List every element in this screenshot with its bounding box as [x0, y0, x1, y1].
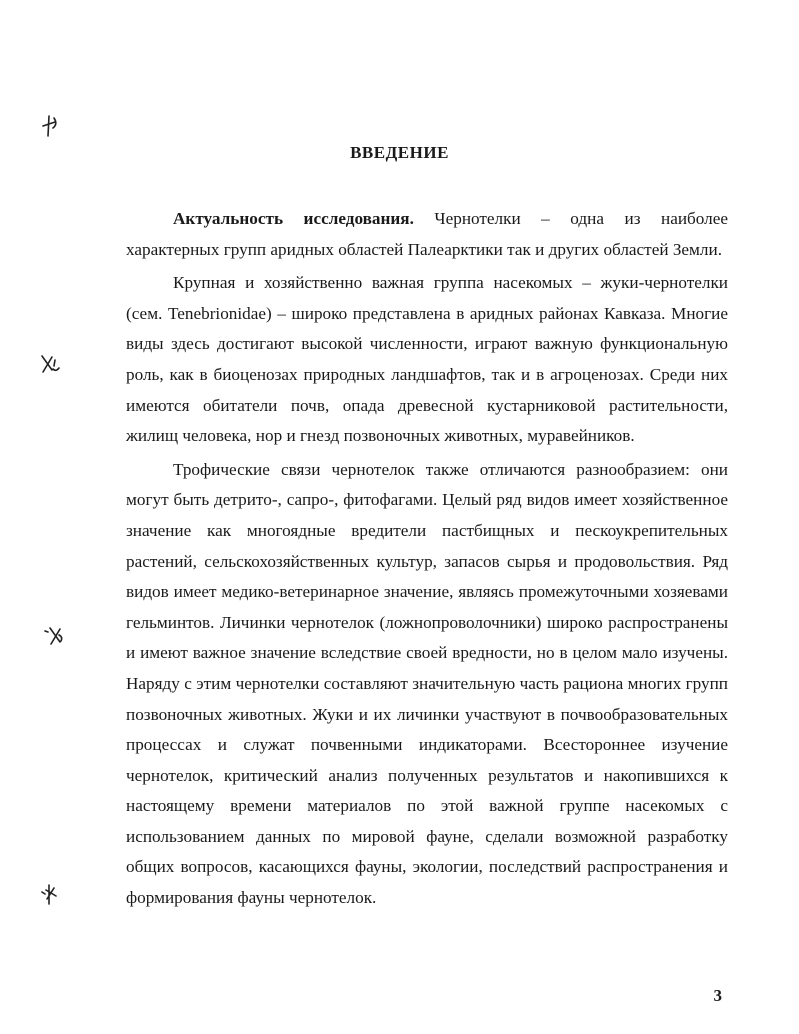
paragraph-text: Чернотелки – одна из наиболее характерных групп аридных областей Палеарктики так и других областей Земли.	[126, 209, 728, 259]
handwritten-margin-mark	[38, 350, 62, 378]
handwritten-margin-mark	[42, 622, 66, 650]
paragraph-text: Крупная и хозяйственно важная группа насекомых – жуки-чернотелки (сем. Tenebrionidae) – широко представлена в аридных районах Кавказа. Многие виды здесь достигают высокой численности, играют важную функциональную роль, как в биоценозах природных ландшафтов, так и в агроценозах. Среди них имеются обитатели почв, опада древесной кустарниковой растительности, жилищ человека, нор и гнезд позвоночных животных, муравейников.	[126, 273, 728, 446]
page-number: 3	[713, 986, 722, 1005]
paragraph-group-description	[126, 268, 728, 452]
paragraph-lead: Актуальность исследования.	[173, 209, 414, 228]
body-text	[126, 204, 728, 914]
paragraph-trophic-links	[126, 455, 728, 914]
handwritten-margin-mark	[38, 880, 62, 908]
paragraph-text: Трофические связи чернотелок также отличаются разнообразием: они могут быть детрито-, сапро-, фитофагами. Целый ряд видов имеет хозяйственное значение как многоядные вредители пастбищных и пескоукрепительных растений, сельскохозяйственных культур, запасов сырья и продовольствия. Ряд видов имеет медико-ветеринарное значение, являясь промежуточными хозяевами гельминтов. Личинки чернотелок (ложнопроволочники) широко распространены и имеют важное значение вследствие своей вредности, но в целом мало изучены. Наряду с этим чернотелки составляют значительную часть рациона многих групп позвоночных животных. Жуки и их личинки участвуют в почвообразовательных процессах и служат почвенными индикаторами. Всестороннее изучение чернотелок, критический анализ полученных результатов и накопившихся к настоящему времени материалов по этой важной группе насекомых с использованием данных по мировой фауне, сделали возможной разработку общих вопросов, касающихся фауны, экологии, последствий распространения и формирования фауны чернотелок.	[126, 459, 728, 908]
paragraph-relevance	[126, 204, 728, 265]
handwritten-margin-mark	[40, 112, 64, 140]
section-title: ВВЕДЕНИЕ	[350, 143, 449, 162]
